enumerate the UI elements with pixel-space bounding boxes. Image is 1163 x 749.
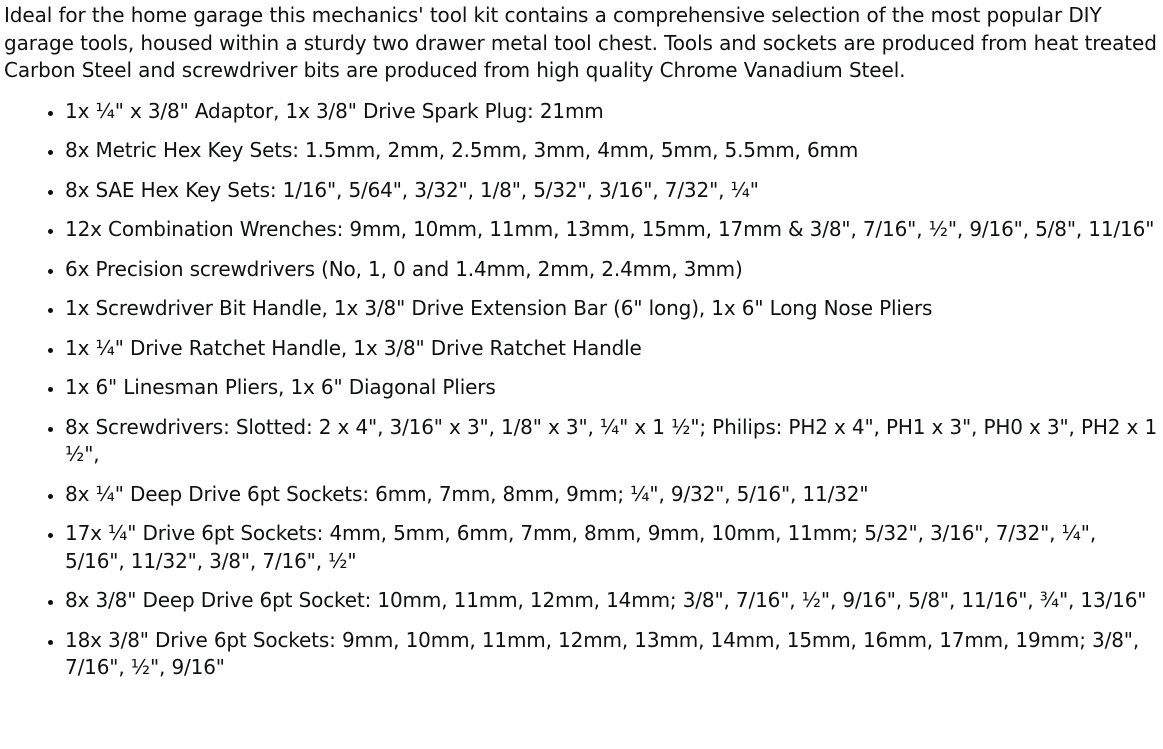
list-item: • 8x Metric Hex Key Sets: 1.5mm, 2mm, 2.5mm, 3mm, 4mm, 5mm, 5.5mm, 6mm [65, 137, 1159, 165]
intro-paragraph: Ideal for the home garage this mechanics' tool kit contains a comprehensive selection of the most popular DIY garage tools, housed within a sturdy two drawer metal tool chest. Tools and sockets are produced from heat treated Carbon Steel and screwdriver bits are produced from high quality Chrome Vanadium Steel. [4, 3, 1157, 82]
list-item: • 8x 3/8" Deep Drive 6pt Socket: 10mm, 11mm, 12mm, 14mm; 3/8", 7/16", ½", 9/16", 5/8", 11/16", ¾", 13/16" [65, 587, 1159, 615]
list-item: • 12x Combination Wrenches: 9mm, 10mm, 11mm, 13mm, 15mm, 17mm & 3/8", 7/16", ½", 9/16", 5/8", 11/16" [65, 216, 1159, 244]
list-item: • 17x ¼" Drive 6pt Sockets: 4mm, 5mm, 6mm, 7mm, 8mm, 9mm, 10mm, 11mm; 5/32", 3/16", 7/32", ¼", 5/16", 11/32", 3/8", 7/16", ½" [65, 520, 1159, 575]
list-item: • 8x ¼" Deep Drive 6pt Sockets: 6mm, 7mm, 8mm, 9mm; ¼", 9/32", 5/16", 11/32" [65, 481, 1159, 509]
list-item: • 8x Screwdrivers: Slotted: 2 x 4", 3/16" x 3", 1/8" x 3", ¼" x 1 ½"; Philips: PH2 x 4", PH1 x 3", PH0 x 3", PH2 x 1 ½", [65, 414, 1159, 469]
list-item: • 8x SAE Hex Key Sets: 1/16", 5/64", 3/32", 1/8", 5/32", 3/16", 7/32", ¼" [65, 177, 1159, 205]
list-item: • 1x ¼" x 3/8" Adaptor, 1x 3/8" Drive Spark Plug: 21mm [65, 98, 1159, 126]
list-item: • 18x 3/8" Drive 6pt Sockets: 9mm, 10mm, 11mm, 12mm, 13mm, 14mm, 15mm, 16mm, 17mm, 19mm; 3/8", 7/16", ½", 9/16" [65, 627, 1159, 682]
list-item: • 1x ¼" Drive Ratchet Handle, 1x 3/8" Drive Ratchet Handle [65, 335, 1159, 363]
tool-list [4, 98, 1159, 682]
list-item: • 1x 6" Linesman Pliers, 1x 6" Diagonal Pliers [65, 374, 1159, 402]
list-item: • 1x Screwdriver Bit Handle, 1x 3/8" Drive Extension Bar (6" long), 1x 6" Long Nose Pliers [65, 295, 1159, 323]
list-item: • 6x Precision screwdrivers (No, 1, 0 and 1.4mm, 2mm, 2.4mm, 3mm) [65, 256, 1159, 284]
